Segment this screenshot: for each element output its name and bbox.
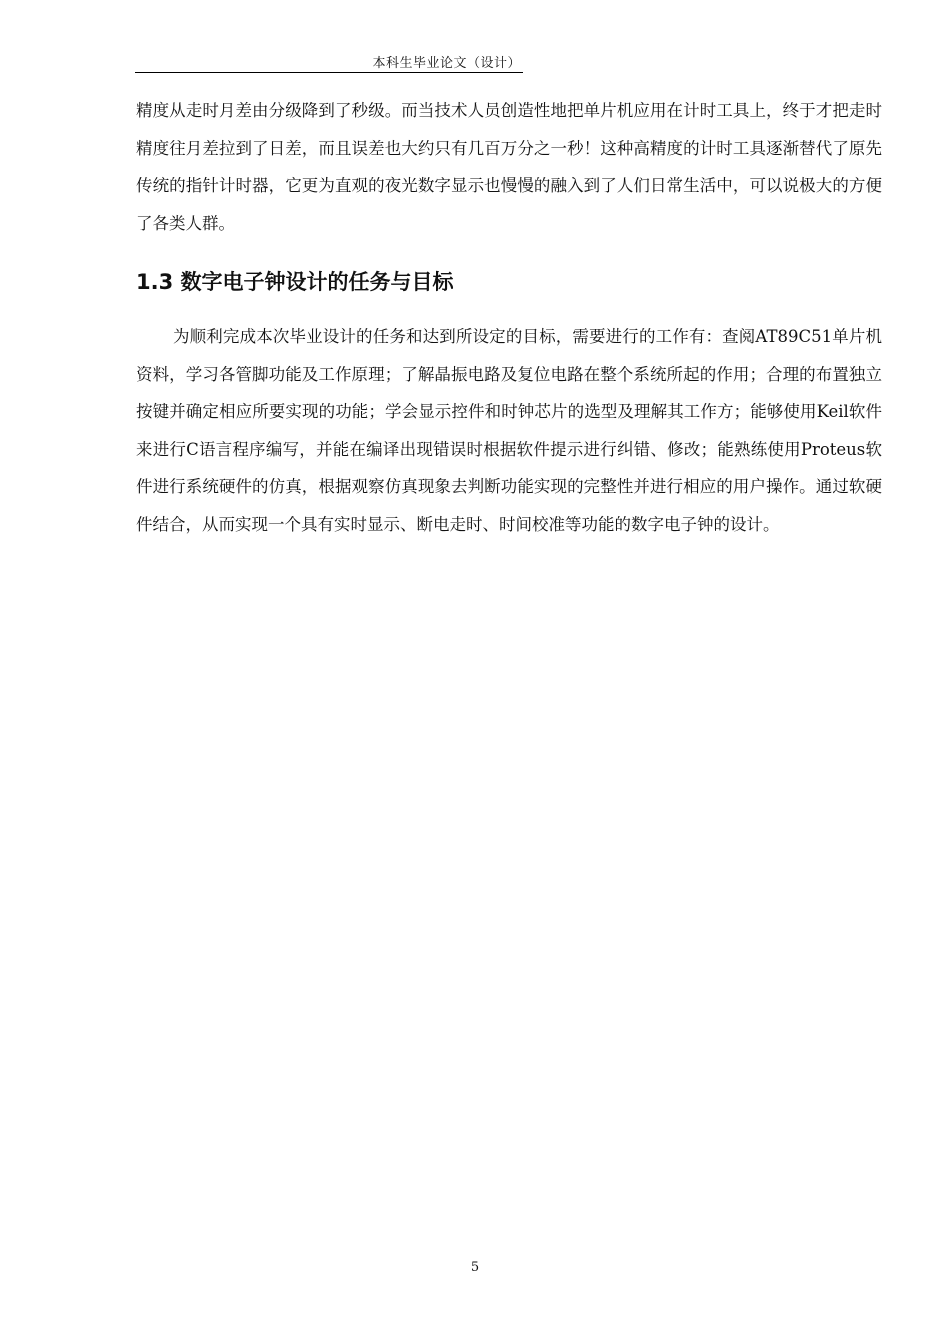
header-title: 本科生毕业论文（设计） [372,56,521,71]
document-body [136,92,882,543]
body-paragraph-1: 精度从走时月差由分级降到了秒级。而当技术人员创造性地把单片机应用在计时工具上，终于才把走时精度往月差拉到了日差，而且误差也大约只有几百万分之一秒！这种高精度的计时工具逐渐替代了原先传统的指针计时器，它更为直观的夜光数字显示也慢慢的融入到了人们日常生活中，可以说极大的方便了各类人群。 [136,101,882,233]
section-heading: 1.3 数字电子钟设计的任务与目标 [136,270,454,294]
page-header [135,54,523,73]
page-number: 5 [470,1260,480,1275]
body-paragraph-2: 为顺利完成本次毕业设计的任务和达到所设定的目标，需要进行的工作有：查阅AT89C51单片机资料，学习各管脚功能及工作原理；了解晶振电路及复位电路在整个系统所起的作用；合理的布置独立按键并确定相应所要实现的功能；学会显示控件和时钟芯片的选型及理解其工作方；能够使用Keil软件来进行C语言程序编写，并能在编译出现错误时根据软件提示进行纠错、修改；能熟练使用Proteus软件进行系统硬件的仿真，根据观察仿真现象去判断功能实现的完整性并进行相应的用户操作。通过软硬件结合，从而实现一个具有实时显示、断电走时、时间校准等功能的数字电子钟的设计。 [136,327,882,534]
